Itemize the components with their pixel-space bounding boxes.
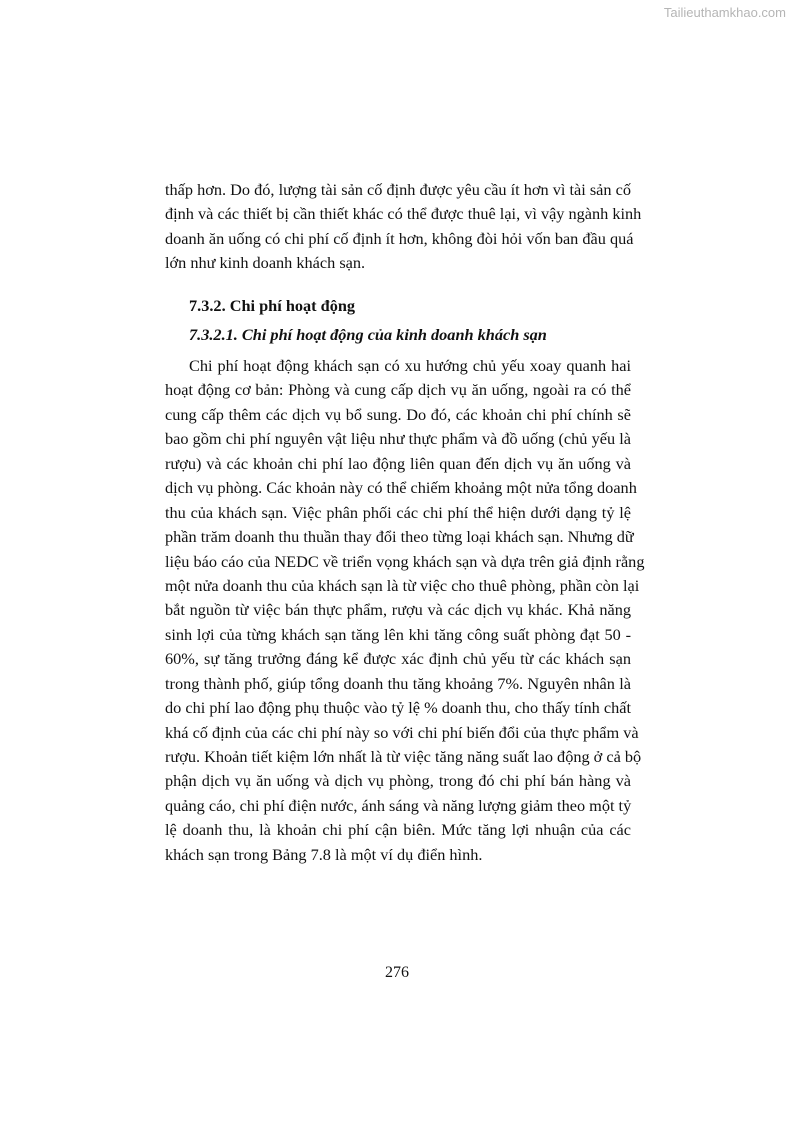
text-line: dịch vụ phòng. Các khoản này có thể chiếm khoảng một nửa tổng doanh — [165, 478, 637, 498]
text-line: thấp hơn. Do đó, lượng tài sản cố định được yêu cầu ít hơn vì tài sản cố — [165, 180, 631, 199]
text-line: thu của khách sạn. Việc phân phối các chi phí thể hiện dưới dạng tỷ lệ — [165, 502, 631, 522]
text-line: phần trăm doanh thu thuần thay đổi theo từng loại khách sạn. Nhưng dữ — [165, 527, 634, 547]
watermark: Tailieuthamkhao.com — [663, 5, 786, 20]
paragraph-2 — [165, 354, 645, 867]
text-line: bao gồm chi phí nguyên vật liệu như thực phẩm và đồ uống (chủ yếu là — [165, 429, 631, 449]
text-line: doanh ăn uống có chi phí cố định ít hơn, không đòi hỏi vốn ban đầu quá — [165, 228, 634, 248]
text-line: hoạt động cơ bản: Phòng và cung cấp dịch vụ ăn uống, ngoài ra có thể — [165, 380, 631, 400]
subsection-heading: 7.3.2.1. Chi phí hoạt động của kinh doanh khách sạn — [189, 325, 547, 344]
text-line: liệu báo cáo của NEDC về triển vọng khách sạn và dựa trên giả định rằng — [165, 551, 645, 571]
text-line: một nửa doanh thu của khách sạn là từ việc cho thuê phòng, phần còn lại — [165, 575, 640, 595]
text-line: Chi phí hoạt động khách sạn có xu hướng chủ yếu xoay quanh hai — [189, 356, 631, 375]
text-line: lệ doanh thu, là khoản chi phí cận biên. Mức tăng lợi nhuận của các — [165, 820, 631, 840]
text-line: rượu. Khoản tiết kiệm lớn nhất là từ việc tăng năng suất lao động ở cả bộ — [165, 747, 642, 766]
text-line: phận dịch vụ ăn uống và dịch vụ phòng, trong đó chi phí bán hàng và — [165, 771, 631, 791]
text-line: do chi phí lao động phụ thuộc vào tỷ lệ % doanh thu, cho thấy tính chất — [165, 698, 631, 718]
text-line: khá cố định của các chi phí này so với chi phí biến đổi của thực phẩm và — [165, 722, 639, 742]
text-line: cung cấp thêm các dịch vụ bổ sung. Do đó, các khoản chi phí chính sẽ — [165, 404, 631, 424]
text-line: rượu) và các khoản chi phí lao động liên quan đến dịch vụ ăn uống và — [165, 453, 631, 473]
text-line: sinh lợi của từng khách sạn tăng lên khi tăng công suất phòng đạt 50 - — [165, 624, 631, 644]
text-line: bắt nguồn từ việc bán thực phẩm, rượu và các dịch vụ khác. Khả năng — [165, 600, 631, 620]
section-heading: 7.3.2. Chi phí hoạt động — [189, 296, 356, 315]
paragraph-1 — [165, 178, 642, 276]
text-line: lớn như kinh doanh khách sạn. — [165, 253, 366, 273]
page-number: 276 — [385, 964, 409, 981]
text-line: khách sạn trong Bảng 7.8 là một ví dụ điển hình. — [165, 844, 483, 864]
text-line: 60%, sự tăng trưởng đáng kể được xác định chủ yếu từ các khách sạn — [165, 649, 631, 669]
text-line: quảng cáo, chi phí điện nước, ánh sáng và năng lượng giảm theo một tỷ — [165, 795, 632, 815]
text-line: định và các thiết bị cần thiết khác có thể được thuê lại, vì vậy ngành kinh — [165, 204, 642, 224]
text-line: trong thành phố, giúp tổng doanh thu tăng khoảng 7%. Nguyên nhân là — [165, 673, 631, 693]
